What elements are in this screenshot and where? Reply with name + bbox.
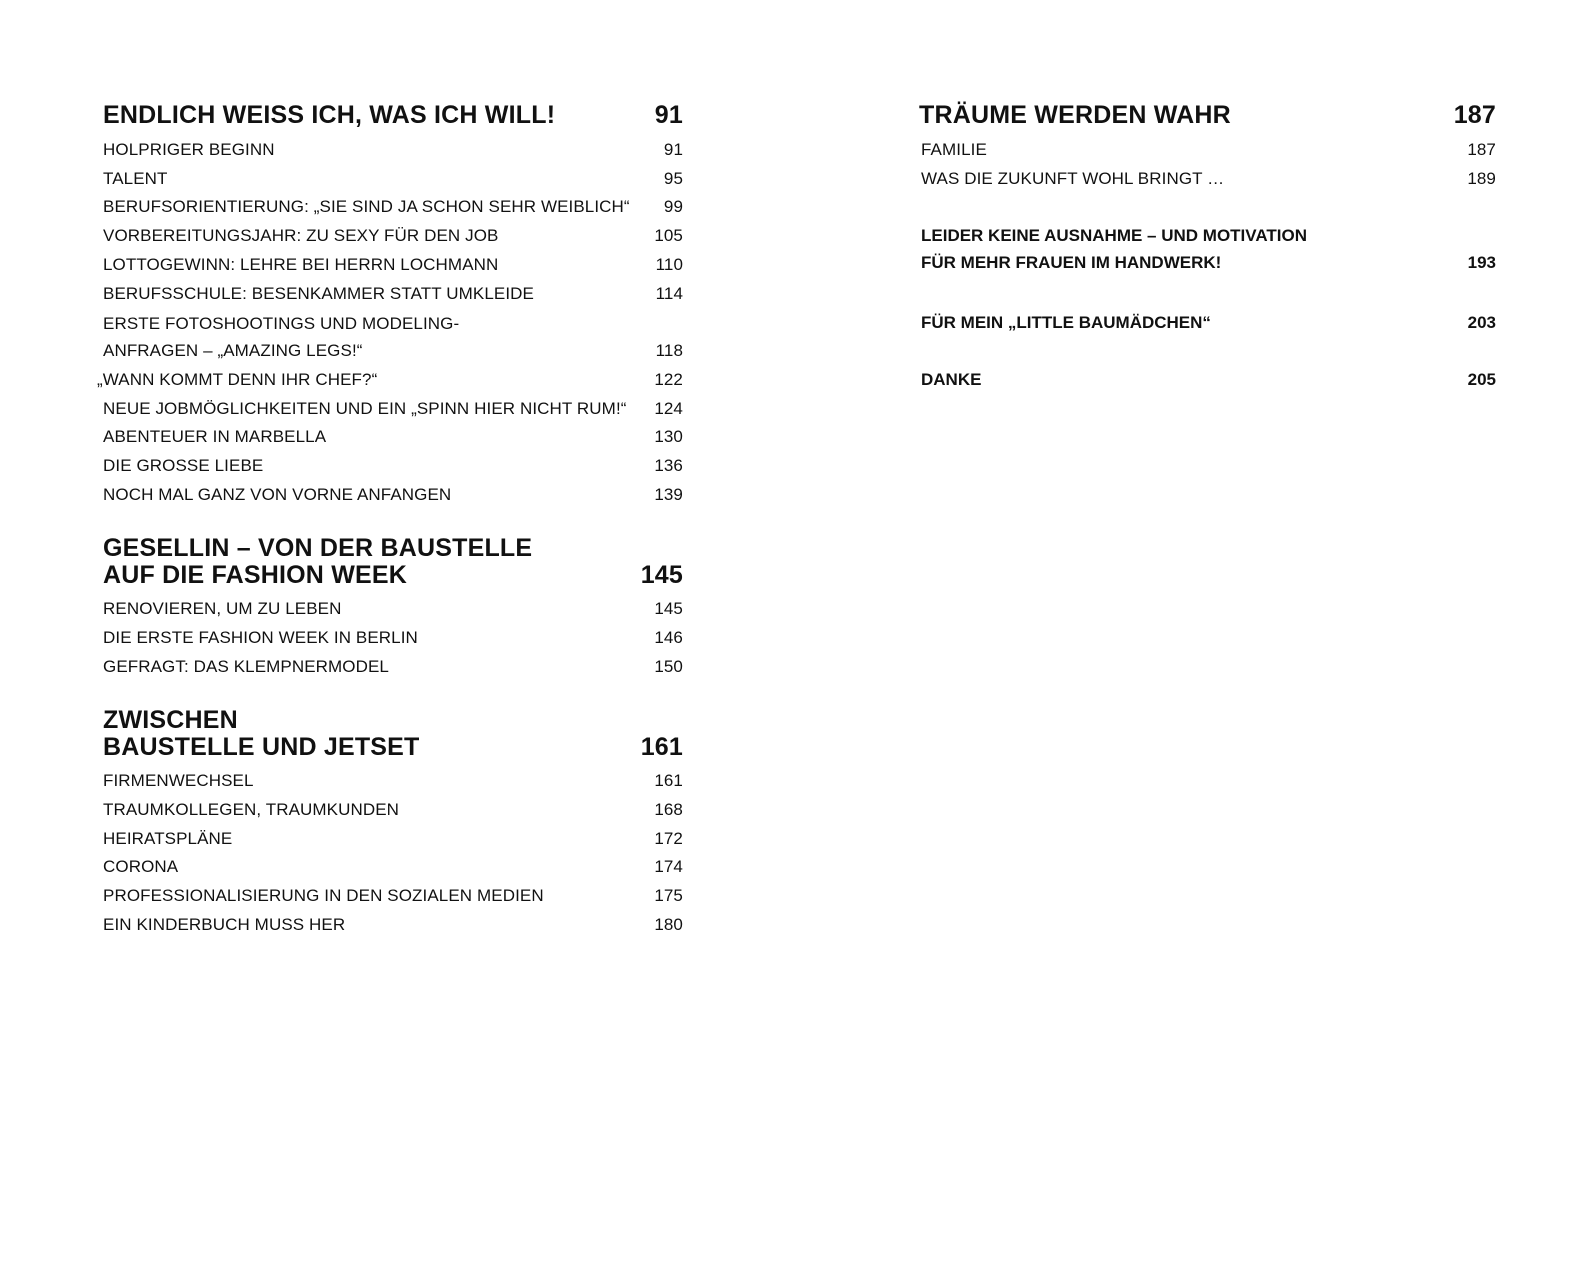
section-title-line: LEIDER KEINE AUSNAHME – UND MOTIVATION	[921, 226, 1307, 245]
entry-page-number: 130	[654, 427, 683, 446]
toc-entry[interactable]	[103, 254, 683, 276]
section-title: FÜR MEIN „LITTLE BAUMÄDCHEN“	[921, 313, 1211, 332]
toc-entry[interactable]	[103, 885, 683, 907]
toc-entry[interactable]	[103, 656, 683, 678]
toc-chapter-gesellin[interactable]	[103, 535, 683, 589]
chapter-page-number: 161	[640, 733, 683, 761]
toc-entry[interactable]	[103, 168, 683, 190]
chapter-page-number: 91	[654, 101, 683, 129]
entry-page-number: 172	[654, 829, 683, 848]
toc-section-danke[interactable]	[921, 366, 1496, 393]
entry-title: FIRMENWECHSEL	[103, 771, 254, 790]
entry-page-number: 114	[655, 284, 683, 303]
entry-title: LOTTOGEWINN: LEHRE BEI HERRN LOCHMANN	[103, 255, 499, 274]
section-title: DANKE	[921, 370, 982, 389]
toc-entry[interactable]	[103, 799, 683, 821]
entry-page-number: 146	[654, 628, 683, 647]
section-page-number: 193	[1467, 253, 1496, 272]
toc-entry[interactable]	[103, 598, 683, 620]
entry-page-number: 180	[654, 915, 683, 934]
entry-title: RENOVIEREN, UM ZU LEBEN	[103, 599, 342, 618]
toc-entry[interactable]	[103, 139, 683, 161]
section-title	[921, 222, 1307, 276]
chapter-title-line: GESELLIN – VON DER BAUSTELLE	[103, 534, 533, 562]
toc-entry[interactable]	[103, 770, 683, 792]
entry-title-line: ANFRAGEN – „AMAZING LEGS!“	[103, 341, 363, 360]
entry-title: BERUFSORIENTIERUNG: „SIE SIND JA SCHON SEHR WEIBLICH“	[103, 197, 630, 216]
chapter-title	[103, 707, 420, 761]
entry-page-number: 150	[654, 657, 683, 676]
entry-title: NEUE JOBMÖGLICHKEITEN UND EIN „SPINN HIER NICHT RUM!“	[103, 399, 627, 418]
chapter-page-number: 145	[640, 561, 683, 589]
entry-title: „WANN KOMMT DENN IHR CHEF?“	[97, 370, 378, 389]
entry-title: TRAUMKOLLEGEN, TRAUMKUNDEN	[103, 800, 400, 819]
chapter-title: ENDLICH WEISS ICH, WAS ICH WILL!	[103, 101, 556, 129]
toc-entry[interactable]	[103, 398, 683, 420]
chapter-title-line: AUF DIE FASHION WEEK	[103, 561, 408, 589]
entry-page-number: 95	[663, 169, 683, 188]
entry-page-number: 161	[654, 771, 683, 790]
section-page-number: 203	[1467, 313, 1496, 332]
entry-title-line: ERSTE FOTOSHOOTINGS UND MODELING-	[103, 314, 460, 333]
toc-entry[interactable]	[103, 484, 683, 506]
entry-title: NOCH MAL GANZ VON VORNE ANFANGEN	[103, 485, 452, 504]
chapter-title-line: BAUSTELLE UND JETSET	[103, 733, 420, 761]
entry-title: EIN KINDERBUCH MUSS HER	[103, 915, 346, 934]
entry-page-number: 122	[654, 370, 683, 389]
entry-page-number: 105	[654, 226, 683, 245]
chapter-title: TRÄUME WERDEN WAHR	[919, 101, 1231, 129]
entry-page-number: 145	[654, 599, 683, 618]
entry-page-number: 187	[1467, 140, 1496, 159]
entry-page-number: 124	[654, 399, 683, 418]
section-page-number: 205	[1467, 370, 1496, 389]
entry-title: DIE ERSTE FASHION WEEK IN BERLIN	[103, 628, 418, 647]
chapter-title	[103, 535, 532, 589]
toc-section-little-baumaedchen[interactable]	[921, 309, 1496, 336]
toc-entry[interactable]	[921, 139, 1496, 161]
toc-entry[interactable]	[103, 627, 683, 649]
entry-page-number: 139	[654, 485, 683, 504]
entry-title: PROFESSIONALISIERUNG IN DEN SOZIALEN MEDIEN	[103, 886, 544, 905]
toc-entry[interactable]	[103, 426, 683, 448]
entry-title: DIE GROSSE LIEBE	[103, 456, 264, 475]
entry-page-number: 99	[663, 197, 683, 216]
toc-section-leider-keine-ausnahme[interactable]	[921, 222, 1496, 276]
entry-page-number: 168	[654, 800, 683, 819]
toc-entry[interactable]	[921, 168, 1496, 190]
entry-title: FAMILIE	[921, 140, 987, 159]
entry-title: VORBEREITUNGSJAHR: ZU SEXY FÜR DEN JOB	[103, 226, 499, 245]
toc-chapter-traeume-werden-wahr[interactable]	[919, 102, 1496, 129]
toc-entry[interactable]	[103, 914, 683, 936]
entry-page-number: 174	[654, 857, 683, 876]
toc-entry[interactable]	[103, 196, 683, 218]
entry-title: BERUFSSCHULE: BESENKAMMER STATT UMKLEIDE	[103, 284, 534, 303]
section-title-line: FÜR MEHR FRAUEN IM HANDWERK!	[921, 253, 1222, 272]
entry-page-number: 91	[663, 140, 683, 159]
chapter-page-number: 187	[1453, 101, 1496, 129]
entry-title: WAS DIE ZUKUNFT WOHL BRINGT …	[921, 169, 1225, 188]
entry-page-number: 110	[655, 255, 683, 274]
entry-page-number: 175	[654, 886, 683, 905]
entry-title: HEIRATSPLÄNE	[103, 829, 233, 848]
entry-title	[103, 310, 459, 364]
toc-entry[interactable]	[103, 225, 683, 247]
entry-page-number: 136	[654, 456, 683, 475]
toc-entry[interactable]	[103, 856, 683, 878]
entry-title: TALENT	[103, 169, 168, 188]
toc-entry[interactable]	[97, 369, 683, 391]
toc-entry[interactable]	[103, 828, 683, 850]
entry-page-number: 189	[1467, 169, 1496, 188]
entry-title: GEFRAGT: DAS KLEMPNERMODEL	[103, 657, 389, 676]
toc-entry[interactable]	[103, 455, 683, 477]
chapter-title-line: ZWISCHEN	[103, 706, 238, 734]
toc-entry[interactable]	[103, 310, 683, 364]
entry-title: CORONA	[103, 857, 179, 876]
toc-chapter-endlich-weiss-ich[interactable]	[103, 102, 683, 129]
toc-chapter-zwischen-baustelle[interactable]	[103, 707, 683, 761]
entry-title: HOLPRIGER BEGINN	[103, 140, 275, 159]
entry-page-number: 118	[655, 341, 683, 360]
toc-entry[interactable]	[103, 283, 683, 305]
entry-title: ABENTEUER IN MARBELLA	[103, 427, 327, 446]
